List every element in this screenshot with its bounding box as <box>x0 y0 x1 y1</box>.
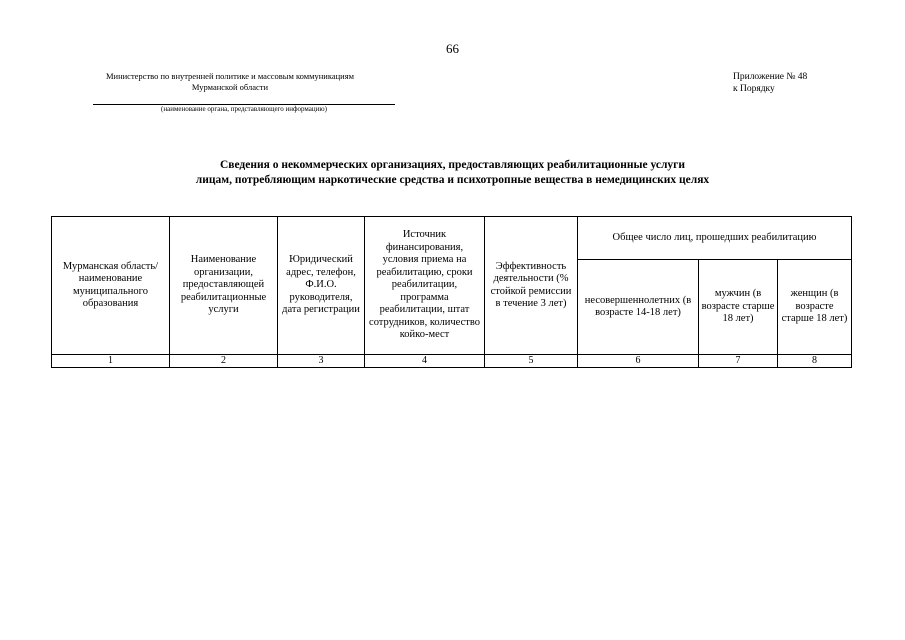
col-header-organization: Наименование организации, предоставляющей реабилитационные услуги <box>170 217 278 355</box>
org-caption: (наименование органа, представляющего информацию) <box>161 105 327 113</box>
column-number: 4 <box>365 355 485 368</box>
document-title <box>0 158 905 188</box>
org-name <box>70 71 390 93</box>
col-header-region: Мурманская область/ наименование муниципального образования <box>52 217 170 355</box>
column-number: 1 <box>52 355 170 368</box>
column-number: 2 <box>170 355 278 368</box>
col-header-financing: Источник финансирования, условия приема на реабилитацию, сроки реабилитации, программа реабилитации, штат сотрудников, количество койко-мест <box>365 217 485 355</box>
sub-header-women: женщин (в возрасте старше 18 лет) <box>778 260 852 355</box>
appendix-line1: Приложение № 48 <box>733 72 808 82</box>
col-header-effectiveness: Эффективность деятельности (% стойкой ремиссии в течение 3 лет) <box>485 217 578 355</box>
column-number: 8 <box>778 355 852 368</box>
title-line1: Сведения о некоммерческих организациях, предоставляющих реабилитационные услуги <box>219 159 686 171</box>
column-number: 3 <box>278 355 365 368</box>
group-header-rehabilitated: Общее число лиц, прошедших реабилитацию <box>578 217 852 260</box>
col-header-address: Юридический адрес, телефон, Ф.И.О. руководителя, дата регистрации <box>278 217 365 355</box>
org-name-line1: Министерство по внутренней политике и массовым коммуникациям <box>105 71 355 81</box>
page-number: 66 <box>446 41 459 56</box>
column-number: 6 <box>578 355 699 368</box>
appendix-line2: к Порядку <box>733 84 775 94</box>
title-line2: лицам, потребляющим наркотические средства и психотропные вещества в немедицинских целях <box>195 174 710 186</box>
sub-header-men: мужчин (в возрасте старше 18 лет) <box>699 260 778 355</box>
column-number: 5 <box>485 355 578 368</box>
sub-header-minors: несовершеннолетних (в возрасте 14-18 лет) <box>578 260 699 355</box>
appendix-reference <box>733 71 843 95</box>
column-number: 7 <box>699 355 778 368</box>
org-name-line2: Мурманской области <box>191 82 269 92</box>
report-table <box>51 216 852 368</box>
